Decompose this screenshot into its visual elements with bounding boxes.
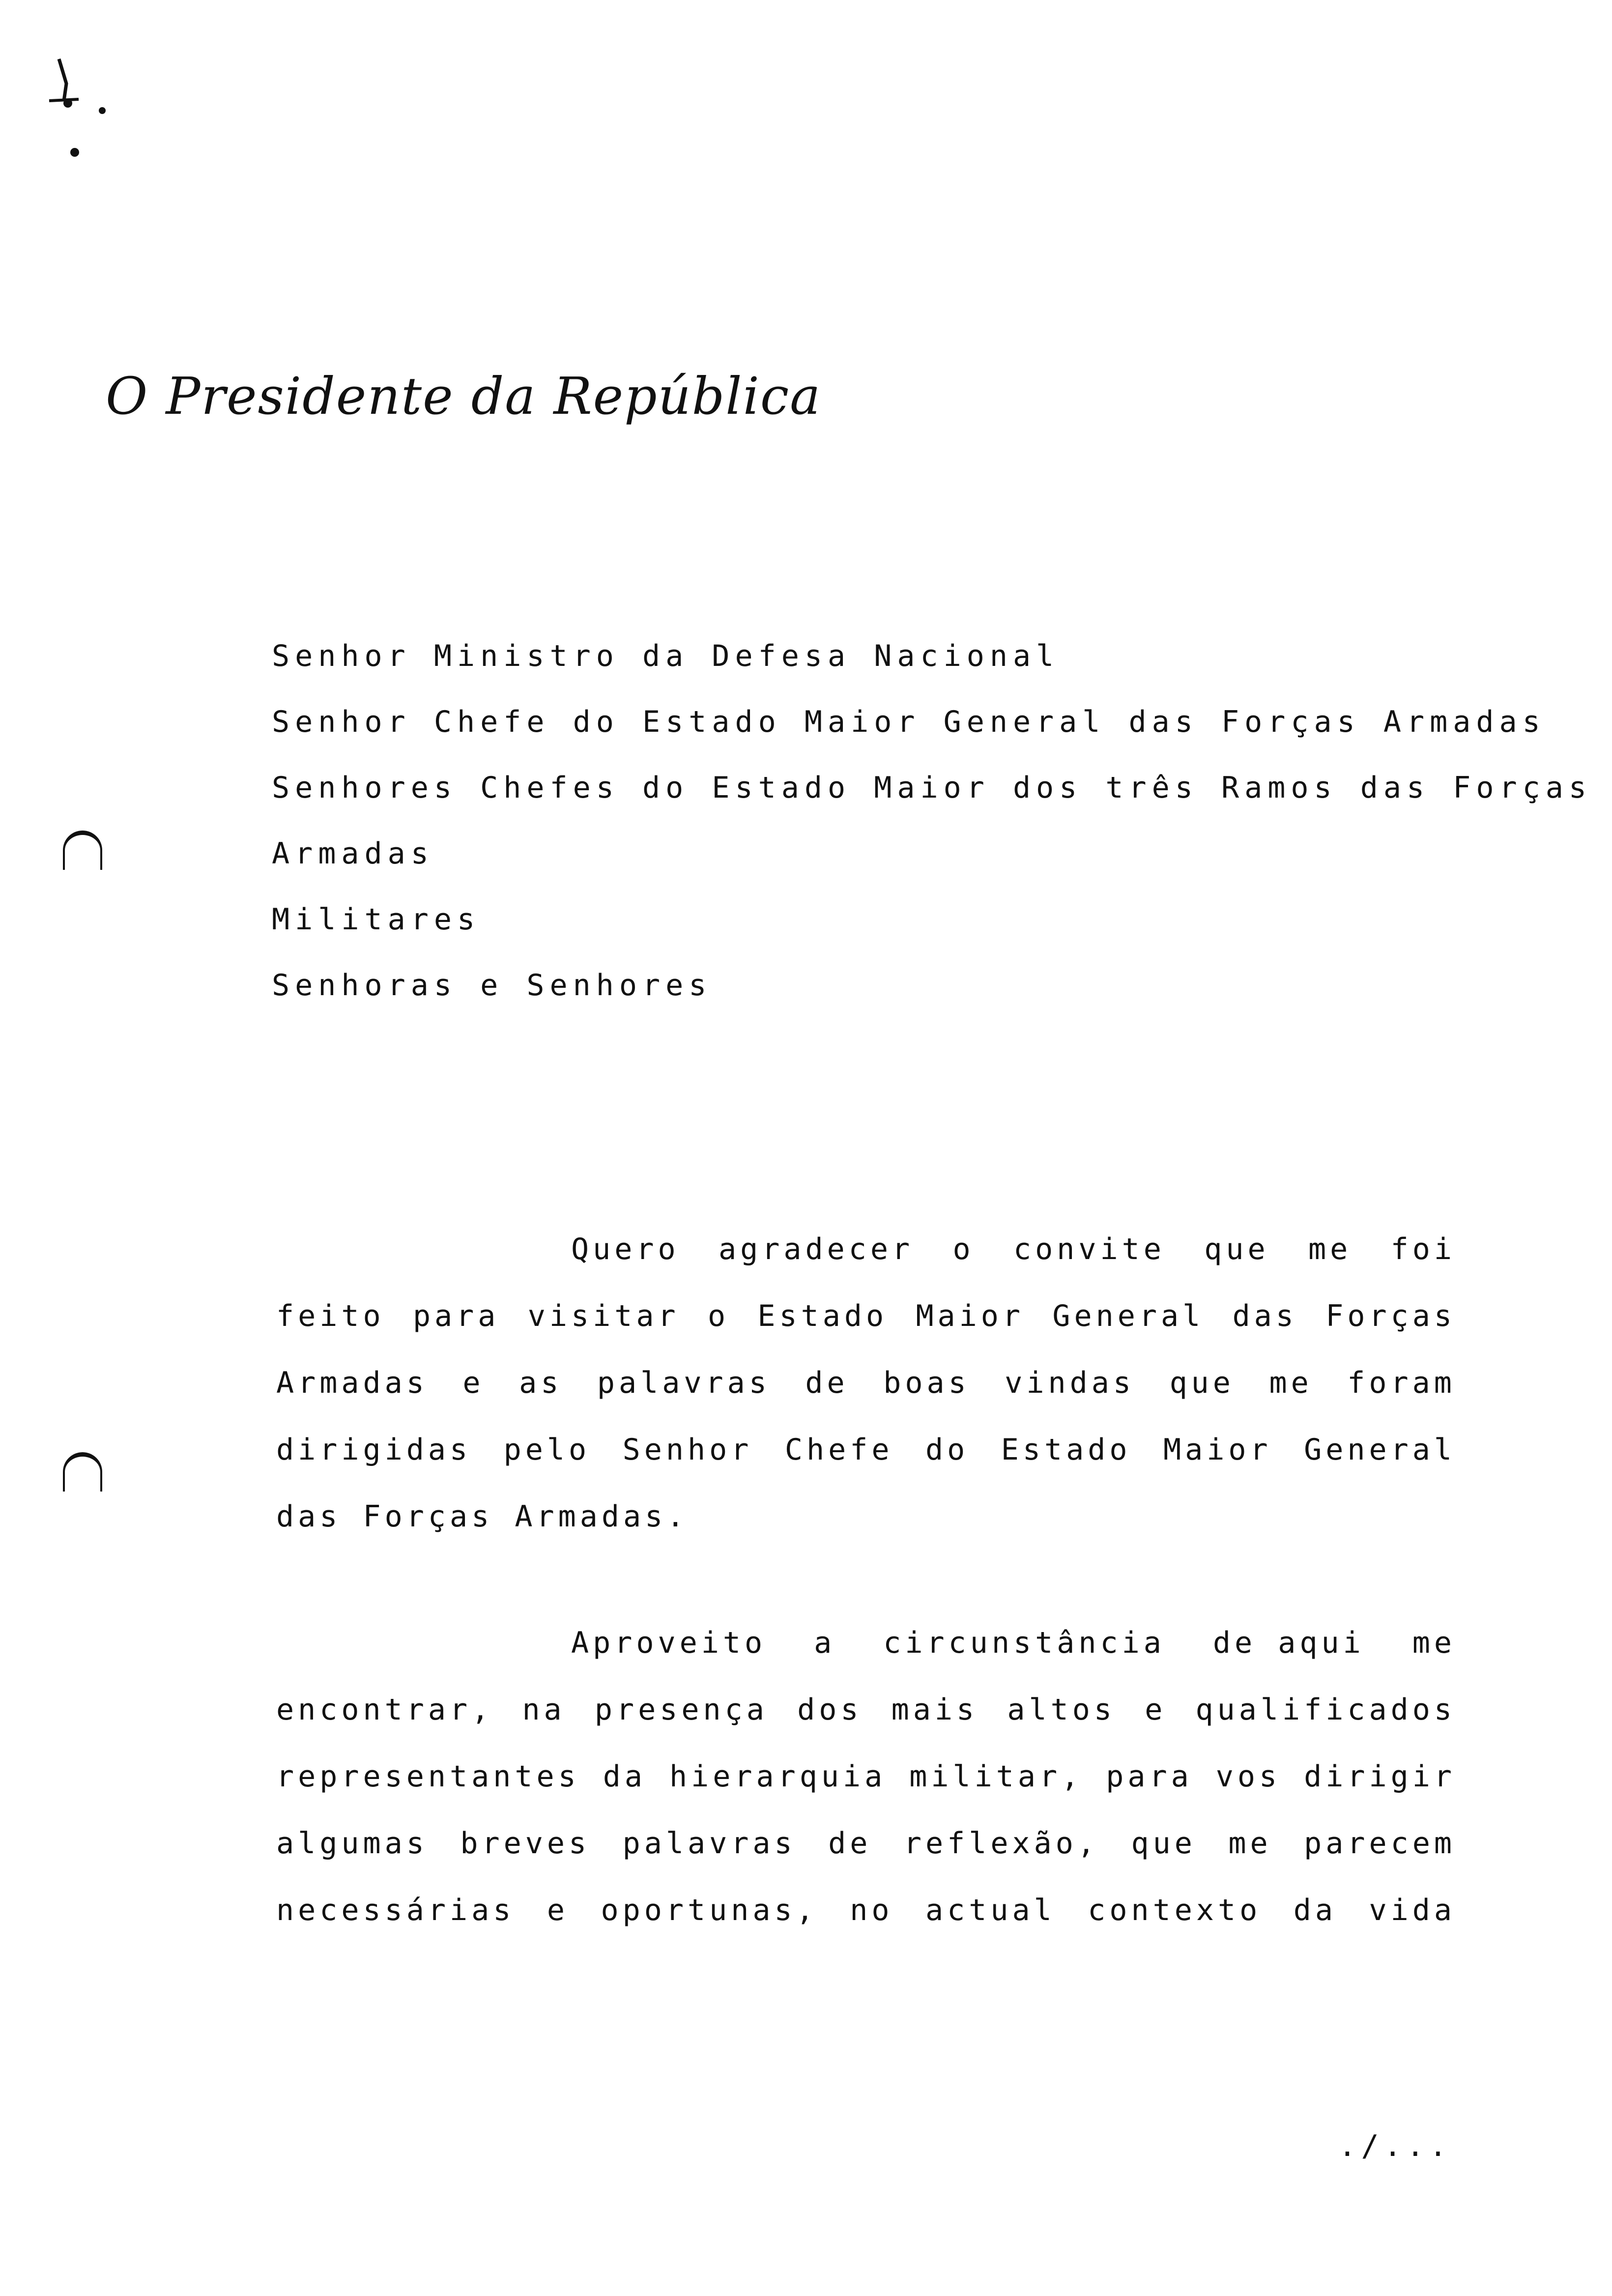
scan-mark: [44, 54, 138, 167]
word: qualificados: [1195, 1693, 1456, 1727]
word: boas: [883, 1366, 970, 1400]
word: que: [1169, 1366, 1235, 1400]
paragraph-line: [276, 1216, 1456, 1283]
word: e: [462, 1366, 485, 1400]
word: reflexão,: [903, 1826, 1099, 1861]
continuation-mark: ./...: [1338, 2129, 1452, 2163]
salutation-line: Senhoras e Senhores: [272, 968, 712, 1003]
word: agradecer: [719, 1232, 914, 1266]
word: da: [1293, 1893, 1337, 1927]
paragraph-tail: das Forças Armadas.: [276, 1499, 689, 1534]
word: breves: [460, 1826, 591, 1861]
word: do: [925, 1433, 969, 1467]
word: e: [1145, 1693, 1167, 1727]
word: pelo: [503, 1433, 591, 1467]
word: o: [707, 1299, 730, 1333]
word: foram: [1347, 1366, 1456, 1400]
word: de: [805, 1366, 849, 1400]
word: necessárias: [276, 1893, 515, 1927]
word: que: [1131, 1826, 1196, 1861]
word: algumas: [276, 1826, 428, 1861]
word: da: [603, 1759, 646, 1794]
word: altos: [1007, 1693, 1116, 1727]
word: no: [850, 1893, 893, 1927]
word: General: [1304, 1433, 1456, 1467]
salutation-block: [272, 623, 1592, 1018]
word: vindas: [1005, 1366, 1135, 1400]
word: me: [1412, 1626, 1456, 1660]
paragraph-line: [276, 1743, 1456, 1810]
paragraph-line: [276, 1483, 1456, 1550]
word: mais: [891, 1693, 979, 1727]
paragraph-line: [276, 1349, 1456, 1416]
word: oportunas,: [601, 1893, 818, 1927]
word: para: [1106, 1759, 1193, 1794]
word: encontrar,: [276, 1693, 493, 1727]
word: vos: [1215, 1759, 1281, 1794]
word: me: [1228, 1826, 1272, 1861]
word: convite: [1013, 1232, 1165, 1266]
word: Chefe: [784, 1433, 893, 1467]
word: Estado: [757, 1299, 888, 1333]
word: Forças: [1325, 1299, 1456, 1333]
word: dos: [797, 1693, 863, 1727]
word: na: [522, 1693, 566, 1727]
word: a: [814, 1626, 836, 1660]
word: que: [1204, 1232, 1269, 1266]
word: militar,: [909, 1759, 1083, 1794]
word: dirigir: [1304, 1759, 1456, 1794]
word: foi: [1390, 1232, 1456, 1266]
salutation-line: Senhores Chefes do Estado Maior dos três Ramos das Forças: [272, 771, 1592, 805]
word: parecem: [1304, 1826, 1456, 1861]
word: representantes: [276, 1759, 580, 1794]
paragraph-line: [276, 1416, 1456, 1483]
salutation-line: Senhor Chefe do Estado Maior General das Forças Armadas: [272, 705, 1546, 739]
word: para: [412, 1299, 500, 1333]
paragraph-line: [276, 1810, 1456, 1877]
word: presença: [594, 1693, 768, 1727]
paragraph-line: [276, 1877, 1456, 1944]
word: e: [547, 1893, 569, 1927]
word: me: [1308, 1232, 1352, 1266]
salutation-line: Senhor Ministro da Defesa Nacional: [272, 639, 1060, 673]
word: contexto: [1088, 1893, 1262, 1927]
paragraph-line: [276, 1676, 1456, 1743]
word: actual: [925, 1893, 1056, 1927]
punch-hole: [63, 1452, 102, 1492]
word: o: [952, 1232, 975, 1266]
word: Aproveito: [571, 1626, 767, 1660]
word: Senhor: [622, 1433, 753, 1467]
word: feito: [276, 1299, 385, 1333]
word: vida: [1369, 1893, 1456, 1927]
word: das: [1232, 1299, 1297, 1333]
word: palavras: [597, 1366, 771, 1400]
word: Maior: [1163, 1433, 1272, 1467]
salutation-line: Militares: [272, 902, 481, 937]
paragraph-line: [276, 1609, 1456, 1676]
word: de aqui: [1212, 1626, 1365, 1660]
word: de: [828, 1826, 872, 1861]
punch-hole: [63, 831, 102, 870]
salutation-line: Armadas: [272, 836, 434, 871]
word: Quero: [571, 1232, 680, 1266]
word: dirigidas: [276, 1433, 472, 1467]
word: circunstância: [883, 1626, 1165, 1660]
paragraph-1: [276, 1216, 1456, 1550]
word: hierarquia: [669, 1759, 887, 1794]
word: Estado: [1001, 1433, 1131, 1467]
word: palavras: [622, 1826, 796, 1861]
word: as: [519, 1366, 563, 1400]
word: Armadas: [276, 1366, 428, 1400]
word: visitar: [527, 1299, 680, 1333]
word: me: [1269, 1366, 1313, 1400]
paragraph-line: [276, 1283, 1456, 1349]
paragraph-2: [276, 1609, 1456, 1944]
word: Maior: [916, 1299, 1025, 1333]
word: General: [1052, 1299, 1205, 1333]
letterhead: O Presidente da República: [106, 366, 822, 426]
